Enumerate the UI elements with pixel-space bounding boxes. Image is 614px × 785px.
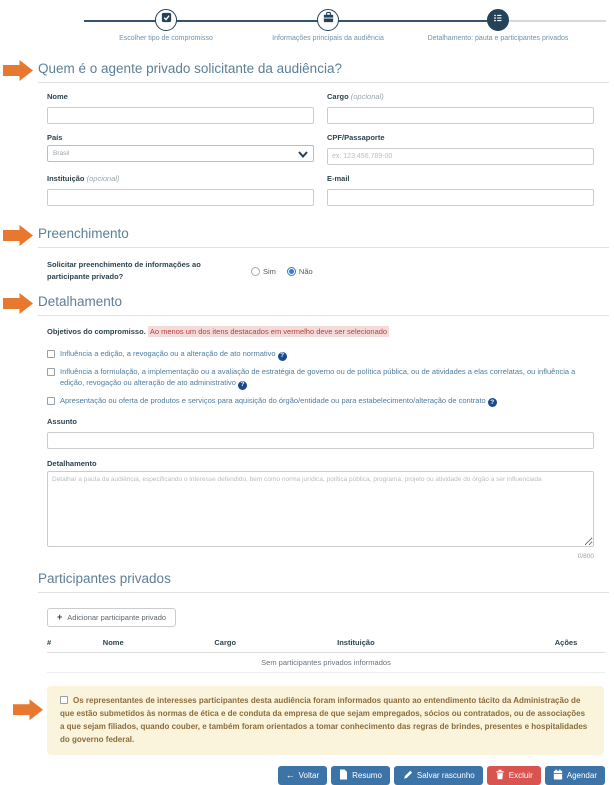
- participants-table-header-row: [47, 634, 605, 653]
- preenchimento-section-title: Preenchimento: [38, 226, 129, 241]
- cargo-input[interactable]: [327, 107, 594, 124]
- assunto-input[interactable]: [47, 432, 594, 449]
- radio-nao[interactable]: [287, 260, 313, 283]
- disclaimer-wrap: [47, 686, 604, 755]
- check-square-icon: [160, 11, 173, 29]
- participantes-section-title: Participantes privados: [38, 571, 171, 587]
- trash-icon: [495, 769, 505, 782]
- preenchimento-question: Solicitar preenchimento de informações ao participante privado?: [47, 260, 201, 281]
- col-header-num: #: [47, 634, 103, 653]
- voltar-label: Voltar: [298, 771, 320, 781]
- salvar-rascunho-label: Salvar rascunho: [416, 771, 475, 781]
- resumo-button[interactable]: [331, 766, 390, 785]
- instituicao-optional-hint: (opcional): [86, 174, 120, 183]
- agendar-button[interactable]: [545, 766, 605, 785]
- objetivo-checkbox-row: [47, 366, 594, 390]
- participants-table: [47, 634, 605, 673]
- participantes-section-header: [38, 570, 609, 593]
- char-counter: 0/800: [577, 553, 594, 561]
- stepper-line-remaining: [498, 20, 606, 22]
- disclaimer-text: Os representantes de interesses participantes desta audiência foram informados quanto ao entendimento tácito da Administração de que estão submetidos às normas de ética e de conduta da empresa de que sejam empregados, sócios ou contratados, ou de associações a que sejam filiados, quando couber, e também foram orientados a tomar conhecimento das regras de brindes, presentes e hospitalidades do governo federal.: [60, 696, 588, 744]
- email-field-group: [327, 174, 594, 206]
- nome-input[interactable]: [47, 107, 314, 124]
- calendar-icon: [553, 769, 563, 782]
- objetivo-checkbox-row: [47, 348, 594, 361]
- stepper-line-done: [84, 20, 498, 22]
- pais-label: País: [47, 133, 63, 142]
- objetivos-warning: Ao menos um dos itens destacados em vermelho deve ser selecionado: [149, 327, 388, 336]
- pencil-icon: [402, 769, 413, 782]
- cpf-input[interactable]: [327, 148, 594, 165]
- help-icon[interactable]: ?: [488, 398, 497, 407]
- orange-arrow-icon: [3, 60, 33, 81]
- detalhamento-textarea[interactable]: [47, 471, 594, 547]
- step-2-label: Informações principais da audiência: [272, 35, 384, 42]
- list-icon: [492, 11, 504, 29]
- instituicao-field-group: [47, 174, 314, 206]
- cpf-field-group: [327, 133, 594, 165]
- agent-section-title: Quem é o agente privado solicitante da audiência?: [38, 61, 342, 76]
- cargo-field-group: [327, 92, 594, 124]
- step-3-label: Detalhamento: pauta e participantes privados: [427, 35, 569, 42]
- orange-arrow-icon: [3, 293, 33, 314]
- wizard-stepper: [0, 4, 614, 50]
- cargo-optional-hint: (opcional): [350, 92, 384, 101]
- preenchimento-question-row: [47, 259, 594, 283]
- objetivos-label: Objetivos do compromisso.: [47, 327, 146, 336]
- pais-select[interactable]: [47, 145, 314, 162]
- excluir-button[interactable]: [487, 766, 541, 785]
- assunto-field-group: [47, 417, 594, 449]
- orange-arrow-icon: [3, 225, 33, 246]
- assunto-label: Assunto: [47, 417, 77, 427]
- disclaimer-checkbox[interactable]: [60, 696, 68, 704]
- objetivo-2-checkbox[interactable]: [47, 368, 55, 376]
- detalhamento-section-title: Detalhamento: [38, 294, 123, 309]
- plus-icon: +: [57, 612, 63, 623]
- instituicao-label: Instituição: [47, 174, 85, 183]
- step-3-circle[interactable]: [487, 9, 509, 31]
- chevron-down-icon: [298, 145, 308, 163]
- preenchimento-radio-group: [251, 260, 313, 283]
- salvar-rascunho-button[interactable]: [394, 766, 483, 785]
- detalhamento-field-group: [47, 459, 594, 552]
- detalhamento-section-header: [38, 293, 609, 316]
- help-icon[interactable]: ?: [278, 352, 287, 361]
- agendar-label: Agendar: [566, 771, 597, 781]
- cargo-label: Cargo: [327, 92, 349, 101]
- objetivo-1-checkbox[interactable]: [47, 350, 55, 358]
- objetivo-checkbox-row: [47, 395, 594, 408]
- radio-sim-label: Sim: [263, 267, 276, 276]
- voltar-button[interactable]: [278, 766, 327, 785]
- nome-label: Nome: [47, 92, 68, 101]
- add-participant-label: Adicionar participante privado: [67, 613, 167, 623]
- step-1-circle[interactable]: [155, 9, 177, 31]
- resumo-label: Resumo: [352, 771, 382, 781]
- instituicao-input[interactable]: [47, 189, 314, 206]
- email-label: E-mail: [327, 174, 350, 183]
- objetivo-3-checkbox[interactable]: [47, 397, 55, 405]
- email-input[interactable]: [327, 189, 594, 206]
- nome-field-group: [47, 92, 314, 124]
- objetivo-3-label: Apresentação ou oferta de produtos e serviços para aquisição do órgão/entidade ou para estabelecimento/alteração de contrato: [60, 395, 486, 405]
- briefcase-icon: [322, 11, 335, 29]
- disclaimer-box: [47, 686, 604, 755]
- cpf-label: CPF/Passaporte: [327, 133, 385, 142]
- col-header-nome: Nome: [103, 634, 215, 653]
- col-header-instituicao: Instituição: [337, 634, 555, 653]
- radio-nao-circle[interactable]: [287, 267, 296, 276]
- objetivo-2-label: Influência a formulação, a implementação ou a avaliação de estratégia de governo ou de política pública, ou de atividades a elas correlatas, ou influência a edição, revogação ou alteração de ato administrativo: [60, 366, 576, 388]
- agent-form: [47, 92, 594, 215]
- preenchimento-section-header: [38, 225, 609, 248]
- col-header-acoes: Ações: [555, 634, 605, 653]
- detalhamento-label: Detalhamento: [47, 459, 97, 469]
- participants-empty-row: [47, 653, 605, 673]
- arrow-left-icon: ←: [285, 770, 295, 781]
- objetivos-line: [47, 326, 594, 338]
- agent-section-header: [38, 60, 609, 83]
- step-2-circle[interactable]: [317, 9, 339, 31]
- pais-selected-value: Brasil: [53, 150, 70, 157]
- orange-arrow-icon: [13, 699, 43, 720]
- radio-sim-circle[interactable]: [251, 267, 260, 276]
- add-participant-button[interactable]: [47, 608, 176, 627]
- pais-field-group: [47, 133, 314, 165]
- help-icon[interactable]: ?: [238, 381, 247, 390]
- radio-sim[interactable]: [251, 260, 276, 283]
- footer-actions: [0, 766, 605, 785]
- excluir-label: Excluir: [508, 771, 533, 781]
- step-1-label: Escolher tipo de compromisso: [119, 35, 213, 42]
- document-icon: [339, 769, 348, 782]
- objetivo-1-label: Influência a edição, a revogação ou a alteração de ato normativo: [60, 349, 276, 358]
- participants-empty-message: Sem participantes privados informados: [47, 653, 605, 673]
- radio-nao-label: Não: [298, 267, 313, 276]
- col-header-cargo: Cargo: [214, 634, 337, 653]
